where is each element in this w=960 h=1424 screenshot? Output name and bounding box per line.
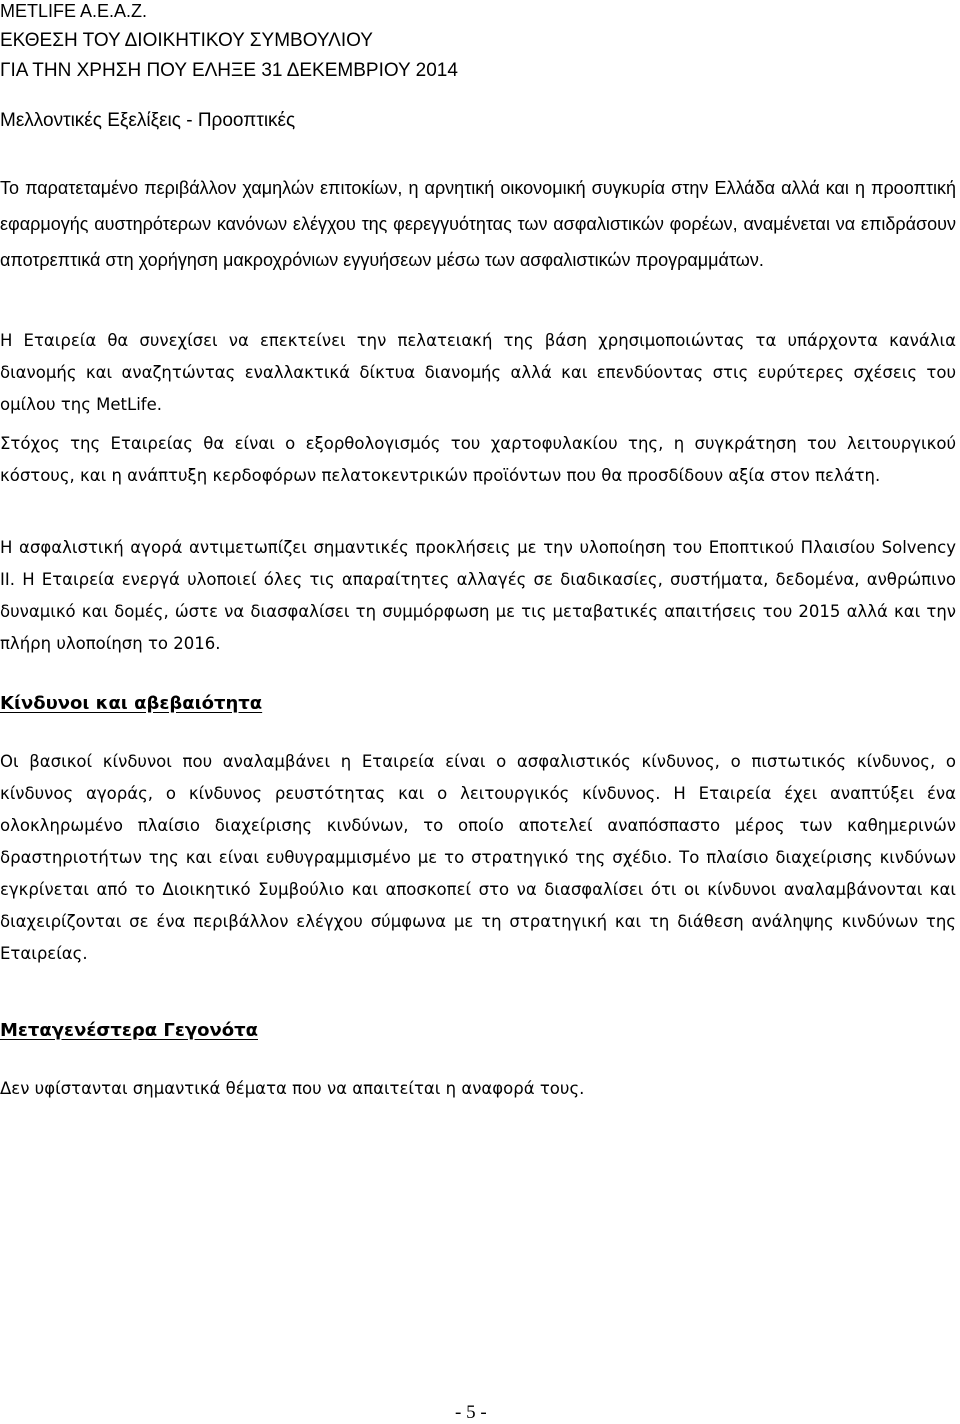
section-title-risks: Κίνδυνοι και αβεβαιότητα bbox=[0, 693, 263, 714]
report-period: ΓΙΑ ΤΗΝ ΧΡΗΣΗ ΠΟΥ ΕΛΗΞΕ 31 ΔΕΚΕΜΒΡΙΟΥ 2014 bbox=[0, 60, 458, 81]
outlook-paragraph-4: Η ασφαλιστική αγορά αντιμετωπίζει σημαντικές προκλήσεις με την υλοποίηση του Εποπτικού Πλαισίου Solvency II. Η Εταιρεία ενεργά υλοποιεί όλες τις απαραίτητες αλλαγές σε διαδικασίες, συστήματα, δεδομένα, ανθρώπινο δυναμικό και δομές, ώστε να διασφαλίσει τη συμμόρφωση με τις μεταβατικές απαιτήσεις του 2015 αλλά και την πλήρη υλοποίηση το 2016. bbox=[0, 538, 956, 653]
section-title-subsequent-events: Μεταγενέστερα Γεγονότα bbox=[0, 1020, 258, 1041]
section-title-outlook: Μελλοντικές Εξελίξεις - Προοπτικές bbox=[0, 110, 296, 131]
page-number: - 5 - bbox=[455, 1402, 487, 1423]
outlook-paragraph-2: Η Εταιρεία θα συνεχίσει να επεκτείνει την πελατειακή της βάση χρησιμοποιώντας τα υπάρχοντα κανάλια διανομής και αναζητώντας εναλλακτικά δίκτυα διανομής αλλά και επενδύοντας στις ευρύτερες σχέσεις του ομίλου της MetLife. bbox=[0, 331, 956, 414]
subsequent-events-paragraph: Δεν υφίστανται σημαντικά θέματα που να απαιτείται η αναφορά τους. bbox=[0, 1079, 585, 1098]
report-title: ΕΚΘΕΣΗ ΤΟΥ ΔΙΟΙΚΗΤΙΚΟΥ ΣΥΜΒΟΥΛΙΟΥ bbox=[0, 30, 373, 51]
company-name: METLIFE A.E.A.Z. bbox=[0, 1, 148, 21]
risks-paragraph: Οι βασικοί κίνδυνοι που αναλαμβάνει η Εταιρεία είναι ο ασφαλιστικός κίνδυνος, ο πιστωτικός κίνδυνος, ο κίνδυνος αγοράς, ο κίνδυνος ρευστότητας και ο λειτουργικός κίνδυνος. Η Εταιρεία έχει αναπτύξει ένα ολοκληρωμένο πλαίσιο διαχείρισης κινδύνων, το οποίο αποτελεί αναπόσπαστο μέρος των καθημερινών δραστηριοτήτων της και είναι ευθυγραμμισμένο με το στρατηγικό της σχέδιο. Το πλαίσιο διαχείρισης κινδύνων εγκρίνεται από το Διοικητικό Συμβούλιο και αποσκοπεί στο να διασφαλίσει ότι οι κίνδυνοι αναλαμβάνονται και διαχειρίζονται σε ένα περιβάλλον ελέγχου σύμφωνα με τη στρατηγική και τη διάθεση ανάληψης κινδύνων της Εταιρείας. bbox=[0, 752, 956, 963]
outlook-paragraph-1: Το παρατεταμένο περιβάλλον χαμηλών επιτοκίων, η αρνητική οικονομική συγκυρία στην Ελλάδα αλλά και η προοπτική εφαρμογής αυστηρότερων κανόνων ελέγχου της φερεγγυότητας των ασφαλιστικών φορέων, αναμένεται να επιδράσουν αποτρεπτικά στη χορήγηση μακροχρόνιων εγγυήσεων μέσω των ασφαλιστικών προγραμμάτων. bbox=[0, 178, 956, 270]
outlook-paragraph-3: Στόχος της Εταιρείας θα είναι ο εξορθολογισμός του χαρτοφυλακίου της, η συγκράτηση του λειτουργικού κόστους, και η ανάπτυξη κερδοφόρων πελατοκεντρικών προϊόντων που θα προσδίδουν αξία στον πελάτη. bbox=[0, 434, 956, 485]
